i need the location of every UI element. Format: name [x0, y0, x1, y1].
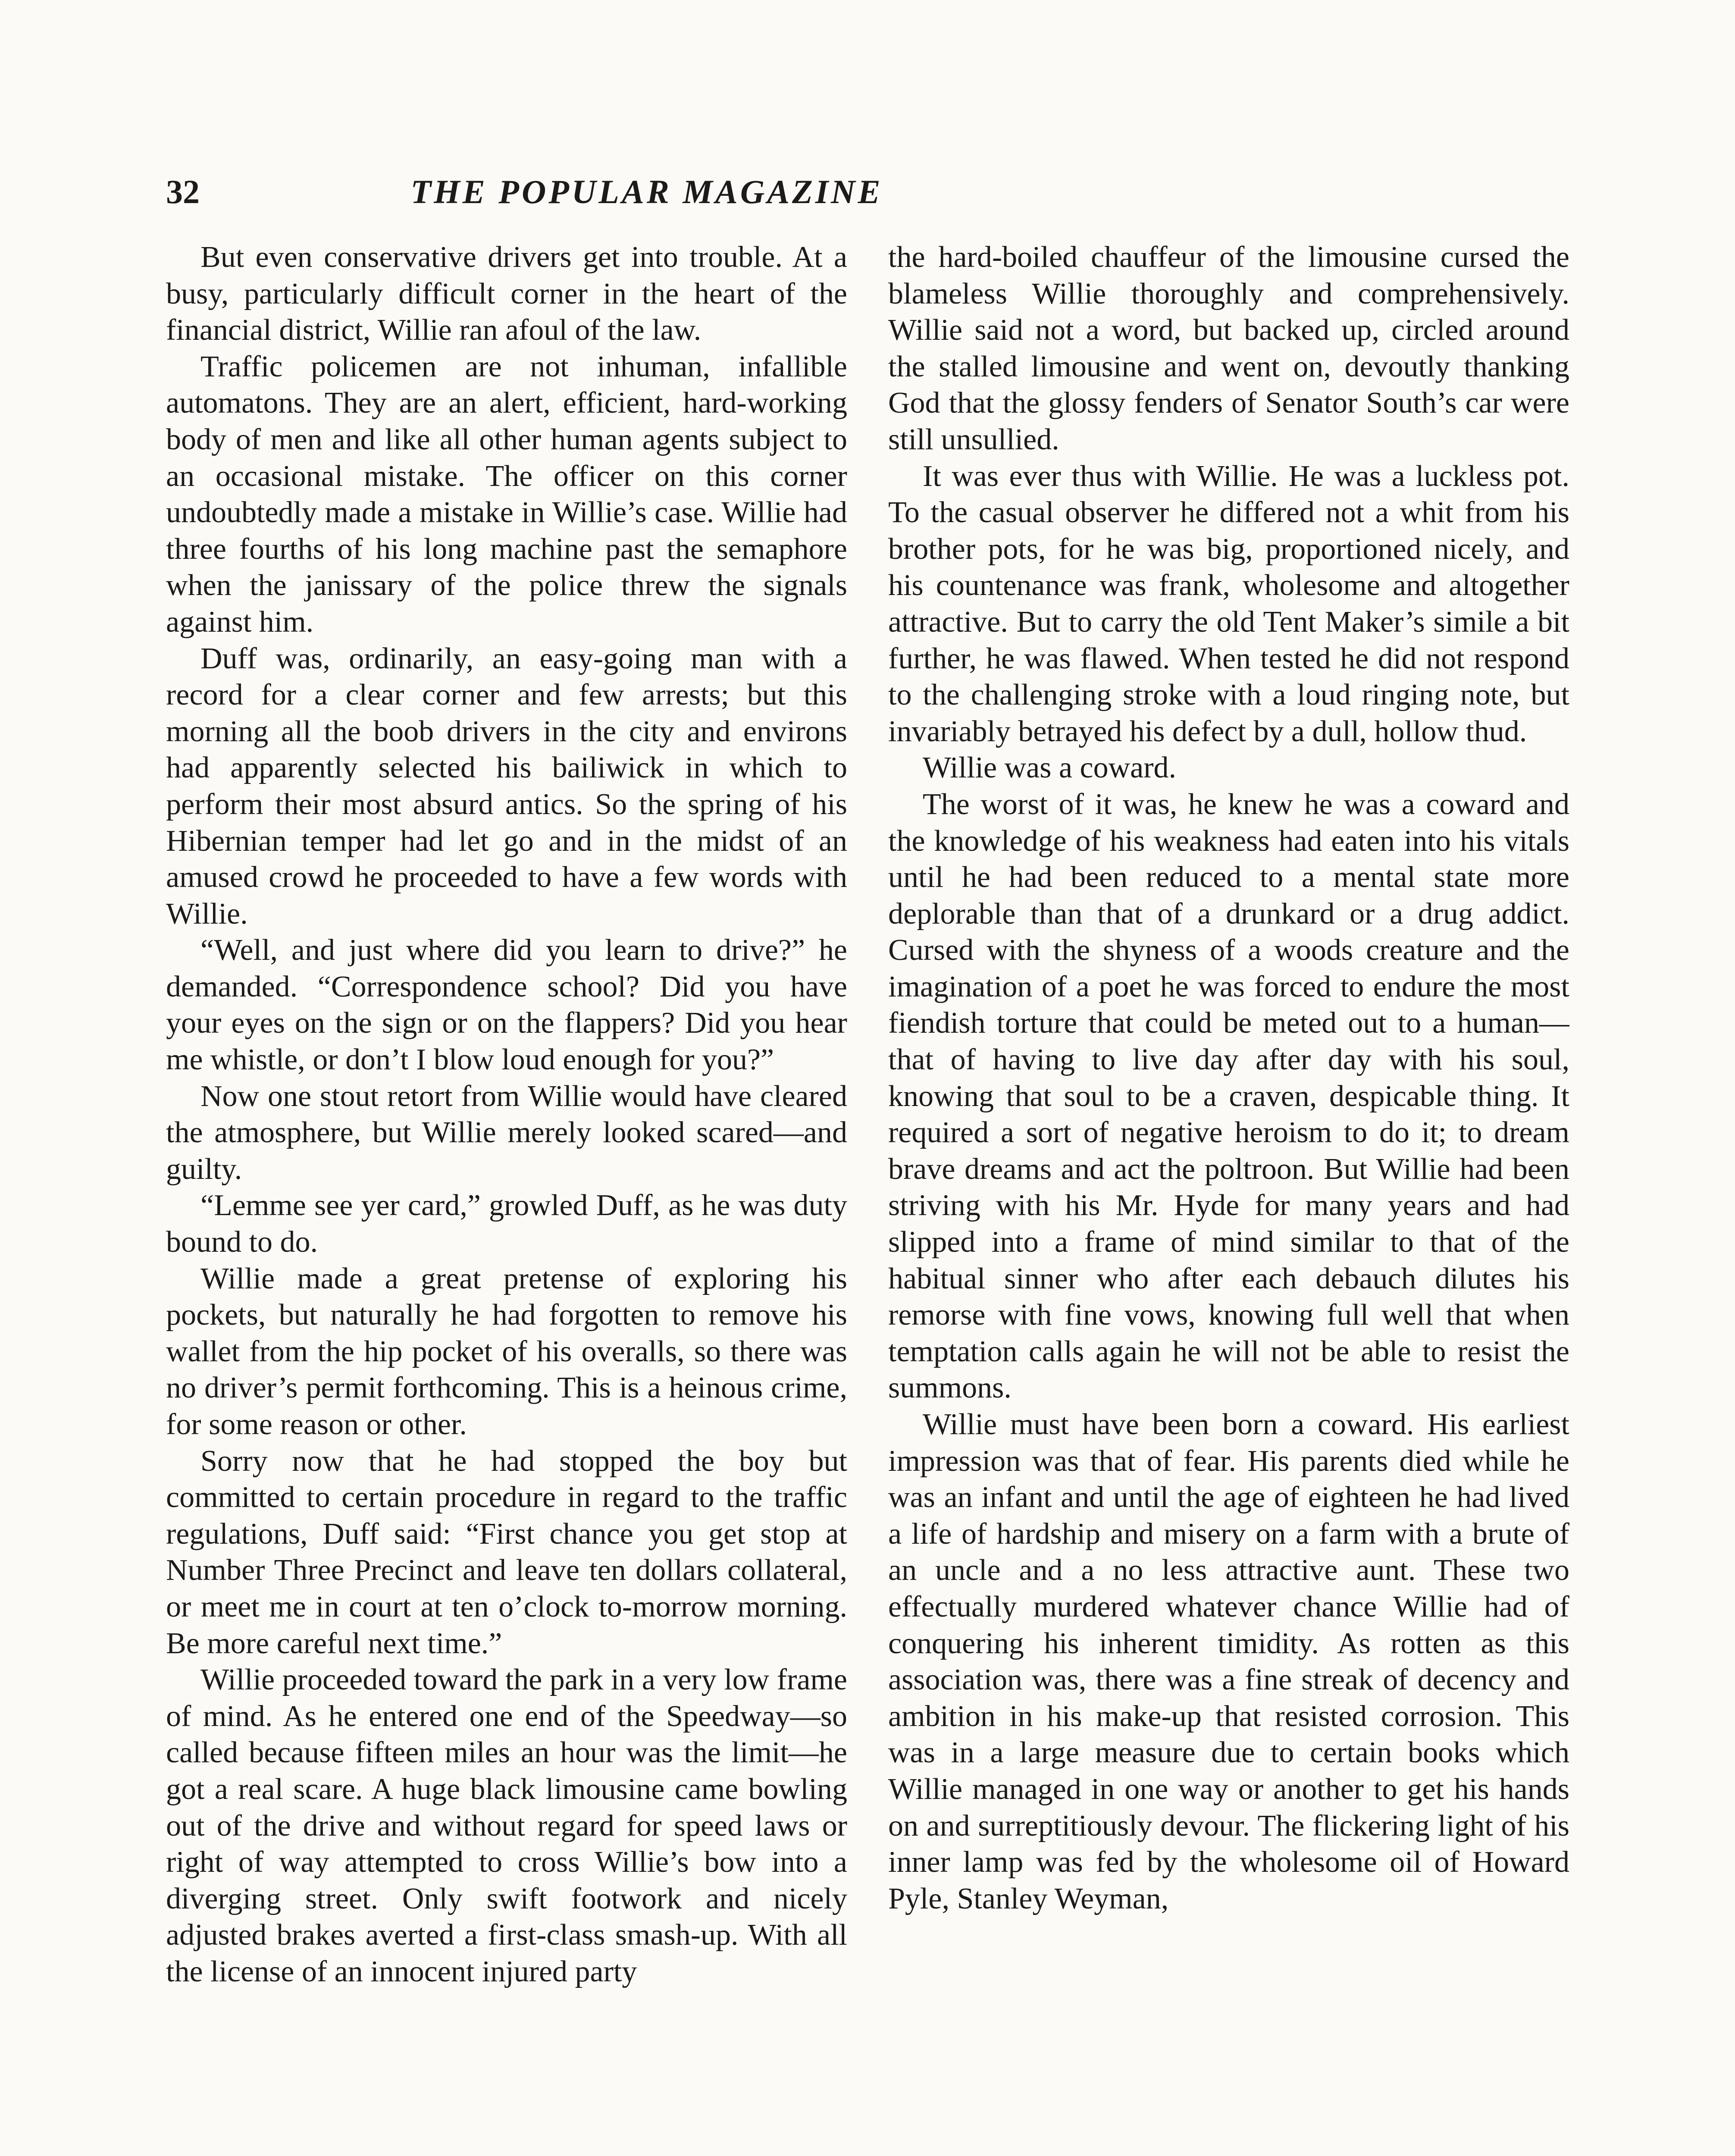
paragraph: Willie proceeded toward the park in a very low frame of mind. As he entered one end of the Speedway—so called because fifteen miles an hour was the limit—he got a real scare. A huge black limousine came bowling out of the drive and without regard for speed laws or right of way attempted to cross Willie’s bow into a diverging street. Only swift footwork and nicely adjusted brakes averted a first-class smash-up. With all the license of an innocent injured party — [166, 1663, 847, 1988]
paragraph: Willie made a great pretense of exploring his pockets, but naturally he had forgotten to remove his wallet from the hip pocket of his overalls, so there was no driver’s permit forthcoming. This is a heinous crime, for some reason or other. — [166, 1262, 847, 1441]
paragraph: The worst of it was, he knew he was a coward and the knowledge of his weakness had eaten into his vitals until he had been reduced to a mental state more deplorable than that of a drunkard or a drug addict. Cursed with the shyness of a woods creature and the imagination of a poet he was forced to endure the most fiendish torture that could be meted out to a human—that of having to live day after day with his soul, knowing that soul to be a craven, despicable thing. It required a sort of negative heroism to do it; to dream brave dreams and act the poltroon. But Willie had been striving with his Mr. Hyde for many years and had slipped into a frame of mind similar to that of the habitual sinner who after each debauch dilutes his remorse with fine vows, knowing full well that when temptation calls again he will not be able to resist the summons. — [888, 787, 1569, 1405]
paragraph: Willie was a coward. — [923, 751, 1177, 785]
paragraph: But even conservative drivers get into trouble. At a busy, particularly difficult corner in the heart of the financial district, Willie ran afoul of the law. — [166, 241, 847, 347]
paragraph: Now one stout retort from Willie would have cleared the atmosphere, but Willie merely looked scared—and guilty. — [166, 1079, 847, 1186]
paragraph: “Well, and just where did you learn to drive?” he demanded. “Correspondence school? Did you have your eyes on the sign or on the flappers? Did you hear me whistle, or don’t I blow loud enough for you?” — [166, 934, 847, 1077]
left-column — [166, 239, 847, 2156]
paragraph: Duff was, ordinarily, an easy-going man with a record for a clear corner and few arrests; but this morning all the boob drivers in the city and environs had apparently selected his bailiwick in which to perform their most absurd antics. So the spring of his Hibernian temper had let go and in the midst of an amused crowd he proceeded to have a few words with Willie. — [166, 642, 847, 931]
paragraph: It was ever thus with Willie. He was a luckless pot. To the casual observer he differed not a whit from his brother pots, for he was big, proportioned nicely, and his countenance was frank, wholesome and altogether attractive. But to carry the old Tent Maker’s simile a bit further, he was flawed. When tested he did not respond to the challenging stroke with a loud ringing note, but invariably betrayed his defect by a dull, hollow thud. — [888, 459, 1569, 748]
paragraph: Sorry now that he had stopped the boy but committed to certain procedure in regard to the traffic regulations, Duff said: “First chance you get stop at Number Three Precinct and leave ten dollars collateral, or meet me in court at ten o’clock to-morrow morning. Be more careful next time.” — [166, 1444, 847, 1660]
page-number: 32 — [166, 173, 200, 210]
running-head: THE POPULAR MAGAZINE — [410, 173, 883, 210]
right-column — [888, 239, 1569, 2156]
paragraph: the hard-boiled chauffeur of the limousine cursed the blameless Willie thoroughly and comprehensively. Willie said not a word, but backed up, circled around the stalled limousine and went on, devoutly thanking God that the glossy fenders of Senator South’s car were still unsullied. — [888, 241, 1569, 456]
page-header — [166, 166, 1127, 218]
paragraph: “Lemme see yer card,” growled Duff, as he was duty bound to do. — [166, 1189, 847, 1259]
paragraph: Willie must have been born a coward. His earliest impression was that of fear. His parents died while he was an infant and until the age of eighteen he had lived a life of hardship and misery on a farm with a brute of an uncle and a no less attractive aunt. These two effectually murdered whatever chance Willie had of conquering his inherent timidity. As rotten as this association was, there was a fine streak of decency and ambition in his make-up that resisted corrosion. This was in a large measure due to certain books which Willie managed in one way or another to get his hands on and surreptitiously devour. The flickering light of his inner lamp was fed by the wholesome oil of Howard Pyle, Stanley Weyman, — [888, 1408, 1569, 1915]
paragraph: Traffic policemen are not inhuman, infallible automatons. They are an alert, efficient, hard-working body of men and like all other human agents subject to an occasional mistake. The officer on this corner undoubtedly made a mistake in Willie’s case. Willie had three fourths of his long machine past the semaphore when the janissary of the police threw the signals against him. — [166, 350, 847, 639]
